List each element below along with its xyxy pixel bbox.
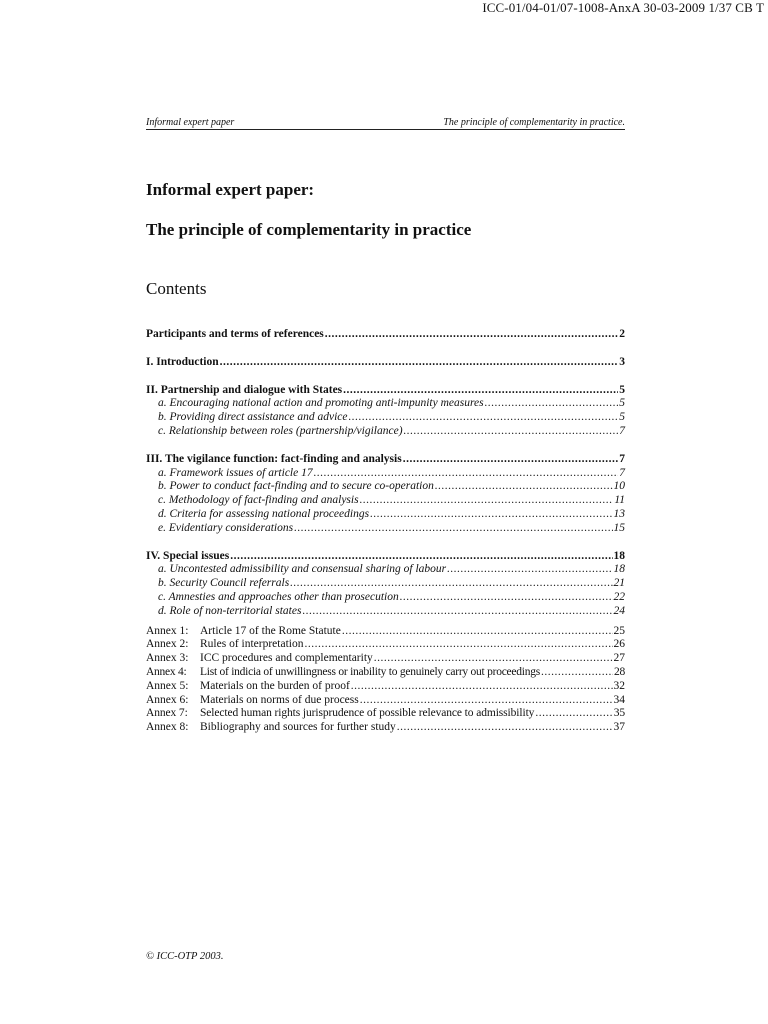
toc-leader-dots	[374, 652, 613, 666]
toc-leader-dots	[342, 625, 613, 639]
toc-entry-text: Selected human rights jurisprudence of possible relevance to admissibility	[200, 707, 535, 720]
toc-leader-dots	[304, 638, 612, 652]
toc-entry-text: Article 17 of the Rome Statute	[200, 624, 341, 637]
toc-entry-text: d. Criteria for assessing national proceedings	[158, 507, 370, 520]
toc-entry-text: ICC procedures and complementarity	[200, 652, 373, 665]
toc-page-number: 13	[613, 507, 625, 520]
toc-annex-entry[interactable]	[146, 680, 625, 694]
toc-subentry[interactable]	[146, 480, 625, 494]
toc-subentry[interactable]	[146, 397, 625, 411]
toc-leader-dots	[220, 356, 619, 370]
toc-page-number: 5	[619, 383, 625, 396]
toc-entry-text: Participants and terms of references	[146, 328, 324, 340]
toc-page-number: 24	[613, 604, 625, 617]
toc-page-number: 18	[613, 563, 625, 576]
toc-leader-dots	[314, 467, 619, 481]
toc-page-number: 7	[619, 424, 625, 437]
annex-label: Annex 8:	[146, 721, 189, 734]
toc-page-number: 34	[613, 693, 625, 706]
toc-leader-dots	[349, 411, 619, 425]
toc-page-number: 7	[619, 452, 625, 465]
toc-leader-dots	[400, 591, 613, 605]
toc-page-number: 10	[613, 480, 625, 493]
toc-page-number: 35	[613, 707, 625, 720]
toc-page-number: 22	[613, 590, 625, 603]
running-header-left: Informal expert paper	[146, 117, 235, 128]
contents-heading: Contents	[146, 279, 207, 298]
toc-subentry[interactable]	[146, 591, 625, 605]
toc-entry-text: Rules of interpretation	[200, 638, 304, 651]
running-header	[146, 117, 625, 130]
toc-leader-dots	[294, 522, 612, 536]
toc-page-number: 21	[613, 577, 625, 590]
toc-leader-dots	[360, 694, 613, 708]
toc-subentry[interactable]	[146, 494, 625, 508]
toc-entry-text: Bibliography and sources for further study	[200, 721, 396, 734]
toc-page-number: 15	[613, 521, 625, 534]
annex-label: Annex 6:	[146, 693, 189, 706]
annex-label: Annex 3:	[146, 652, 189, 665]
toc-subentry[interactable]	[146, 577, 625, 591]
toc-leader-dots	[404, 425, 619, 439]
toc-leader-dots	[230, 550, 612, 564]
toc-entry-text: Materials on norms of due process	[200, 693, 359, 706]
toc-entry-text: b. Security Council referrals	[158, 577, 290, 590]
toc-entry-text: b. Power to conduct fact-finding and to secure co-operation	[158, 480, 434, 493]
toc-subentry[interactable]	[146, 425, 625, 439]
toc-annex-entry[interactable]	[146, 638, 625, 652]
annex-label: Annex 5:	[146, 679, 189, 692]
toc-annex-entry[interactable]	[146, 694, 625, 708]
toc-leader-dots	[435, 480, 613, 494]
toc-entry-text: c. Methodology of fact-finding and analysis	[158, 494, 359, 507]
toc-page-number: 37	[613, 721, 625, 734]
toc-leader-dots	[302, 605, 612, 619]
annex-label: Annex 2:	[146, 638, 189, 651]
toc-annex-entry[interactable]	[146, 721, 625, 735]
toc-entry-section-2[interactable]	[146, 384, 625, 398]
toc-entry-text: IV. Special issues	[146, 549, 230, 562]
toc-leader-dots	[343, 384, 618, 398]
toc-entry-text: d. Role of non-territorial states	[158, 604, 302, 617]
toc-subentry[interactable]	[146, 522, 625, 536]
toc-entry-text: II. Partnership and dialogue with States	[146, 383, 343, 396]
toc-leader-dots	[447, 563, 612, 577]
running-header-right: The principle of complementarity in practice.	[443, 117, 625, 128]
annex-label: Annex 1:	[146, 624, 189, 637]
toc-annex-entry[interactable]	[146, 707, 625, 721]
toc-entry-text: I. Introduction	[146, 355, 219, 368]
toc-entry-text: c. Amnesties and approaches other than prosecution	[158, 590, 399, 603]
toc-leader-dots	[541, 666, 613, 680]
toc-entry-section-3[interactable]	[146, 453, 625, 467]
document-stamp: ICC-01/04-01/07-1008-AnxA 30-03-2009 1/37 CB T	[482, 0, 764, 15]
toc-annex-entry[interactable]	[146, 625, 625, 639]
toc-page-number: 3	[619, 355, 625, 368]
toc-subentry[interactable]	[146, 508, 625, 522]
toc-leader-dots	[370, 508, 612, 522]
toc-entry-text: a. Uncontested admissibility and consensual sharing of labour	[158, 563, 447, 576]
toc-annex-entry[interactable]	[146, 666, 625, 680]
toc-subentry[interactable]	[146, 563, 625, 577]
toc-page-number: 32	[613, 679, 625, 692]
toc-leader-dots	[403, 453, 619, 467]
toc-page-number: 5	[619, 411, 625, 424]
toc-leader-dots	[360, 494, 614, 508]
toc-page-number: 7	[619, 466, 625, 479]
toc-leader-dots	[325, 328, 618, 342]
toc-page-number: 5	[619, 397, 625, 410]
toc-entry-text: e. Evidentiary considerations	[158, 521, 294, 534]
toc-entry-text: III. The vigilance function: fact-finding and analysis	[146, 452, 402, 465]
toc-entry-text: Materials on the burden of proof	[200, 679, 350, 692]
paper-title-line1: Informal expert paper:	[146, 180, 315, 199]
table-of-contents	[146, 328, 625, 735]
toc-entry-section-4[interactable]	[146, 550, 625, 564]
toc-subentry[interactable]	[146, 467, 625, 481]
toc-annex-entry[interactable]	[146, 652, 625, 666]
annex-label: Annex 7:	[146, 707, 188, 720]
toc-page-number: 25	[613, 624, 625, 637]
toc-page-number: 2	[619, 328, 625, 340]
toc-subentry[interactable]	[146, 605, 625, 619]
toc-page-number: 18	[613, 549, 625, 562]
toc-leader-dots	[351, 680, 613, 694]
toc-page-number: 26	[613, 638, 625, 651]
copyright-footer: © ICC-OTP 2003.	[146, 951, 224, 962]
toc-entry-text: a. Encouraging national action and promoting anti-impunity measures	[158, 397, 484, 410]
toc-entry-participants[interactable]	[146, 328, 625, 342]
toc-leader-dots	[290, 577, 612, 591]
annex-label: Annex 4:	[146, 665, 187, 678]
toc-leader-dots	[485, 397, 619, 411]
toc-entry-text: b. Providing direct assistance and advice	[158, 411, 348, 424]
toc-page-number: 11	[614, 494, 625, 507]
toc-leader-dots	[535, 707, 612, 721]
toc-entry-text: a. Framework issues of article 17	[158, 466, 313, 479]
toc-entry-text: List of indicia of unwillingness or inability to genuinely carry out proceedings	[200, 665, 540, 678]
toc-entry-introduction[interactable]	[146, 356, 625, 370]
toc-leader-dots	[397, 721, 613, 735]
toc-page-number: 28	[614, 665, 625, 678]
paper-title-line2: The principle of complementarity in practice	[146, 220, 472, 239]
toc-entry-text: c. Relationship between roles (partnership/vigilance)	[158, 424, 403, 437]
toc-subentry[interactable]	[146, 411, 625, 425]
toc-page-number: 27	[613, 652, 625, 665]
